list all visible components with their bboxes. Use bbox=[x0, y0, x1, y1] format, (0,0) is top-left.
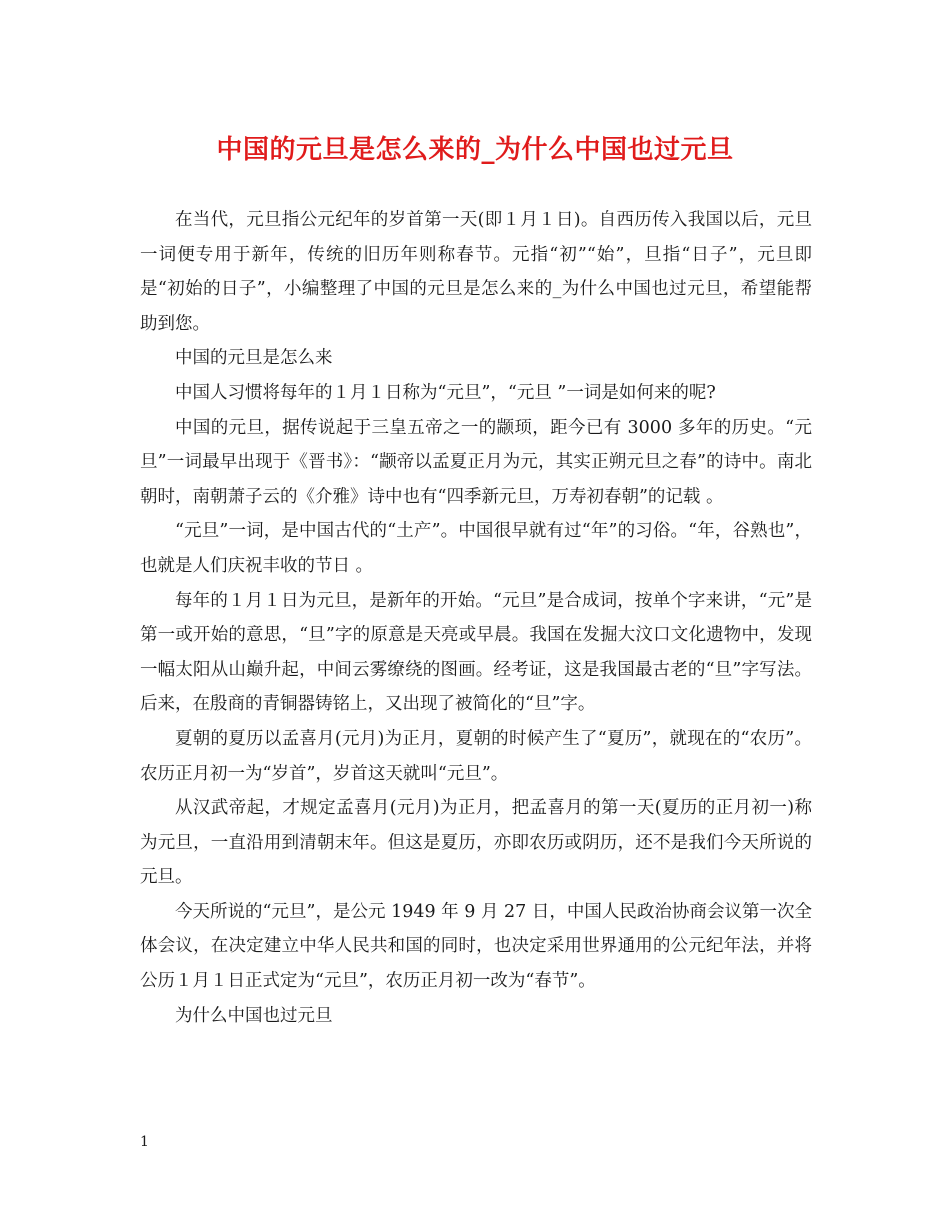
paragraph-native-term: “元旦”一词，是中国古代的“土产”。中国很早就有过“年”的习俗。“年，谷熟也”，也就是人们庆祝丰收的节日 。 bbox=[140, 521, 812, 576]
paragraph-intro: 在当代，元旦指公元纪年的岁首第一天(即１月１日)。自西历传入我国以后，元旦一词便专用于新年，传统的旧历年则称春节。元指“初”“始”，旦指“日子”，元旦即是“初始的日子”，小编整理了中国的元旦是怎么来的_为什么中国也过元旦，希望能帮助到您。 bbox=[140, 210, 812, 334]
section-heading-origin: 中国的元旦是怎么来 bbox=[175, 348, 333, 369]
section-heading-why: 为什么中国也过元旦 bbox=[175, 1005, 333, 1026]
page-number: 1 bbox=[140, 1134, 149, 1150]
document-body bbox=[140, 203, 812, 1033]
paragraph-meaning: 每年的１月１日为元旦，是新年的开始。“元旦”是合成词，按单个字来讲，“元”是第一或开始的意思，“旦”字的原意是天亮或早晨。我国在发掘大汶口文化遗物中，发现一幅太阳从山巅升起，中间云雾缭绕的图画。经考证，这是我国最古老的“旦”字写法。后来，在殷商的青铜器铸铭上，又出现了被简化的“旦”字。 bbox=[140, 590, 812, 715]
paragraph-modern: 今天所说的“元旦”，是公元 1949 年 9 月 27 日，中国人民政治协商会议第一次全体会议，在决定建立中华人民共和国的同时，也决定采用世界通用的公元纪年法，并将公历１月１日正式定为“元旦”，农历正月初一改为“春节”。 bbox=[140, 901, 812, 992]
paragraph-xia-calendar: 夏朝的夏历以孟喜月(元月)为正月，夏朝的时候产生了“夏历”，就现在的“农历”。农历正月初一为“岁首”，岁首这天就叫“元旦”。 bbox=[140, 728, 812, 784]
paragraph-history: 中国的元旦，据传说起于三皇五帝之一的颛顼，距今已有 3000 多年的历史。“元旦”一词最早出现于《晋书》：“颛帝以孟夏正月为元，其实正朔元旦之春”的诗中。南北朝时，南朝萧子云的《介雅》诗中也有“四季新元旦，万寿初春朝”的记载 。 bbox=[140, 417, 812, 507]
paragraph-question: 中国人习惯将每年的１月１日称为“元旦”，“元旦 ”一词是如何来的呢? bbox=[175, 382, 716, 403]
paragraph-han-dynasty: 从汉武帝起，才规定孟喜月(元月)为正月，把孟喜月的第一天(夏历的正月初一)称为元旦，一直沿用到清朝末年。但这是夏历，亦即农历或阴历，还不是我们今天所说的元旦。 bbox=[140, 798, 812, 888]
document-title: 中国的元旦是怎么来的_为什么中国也过元旦 bbox=[216, 135, 734, 165]
